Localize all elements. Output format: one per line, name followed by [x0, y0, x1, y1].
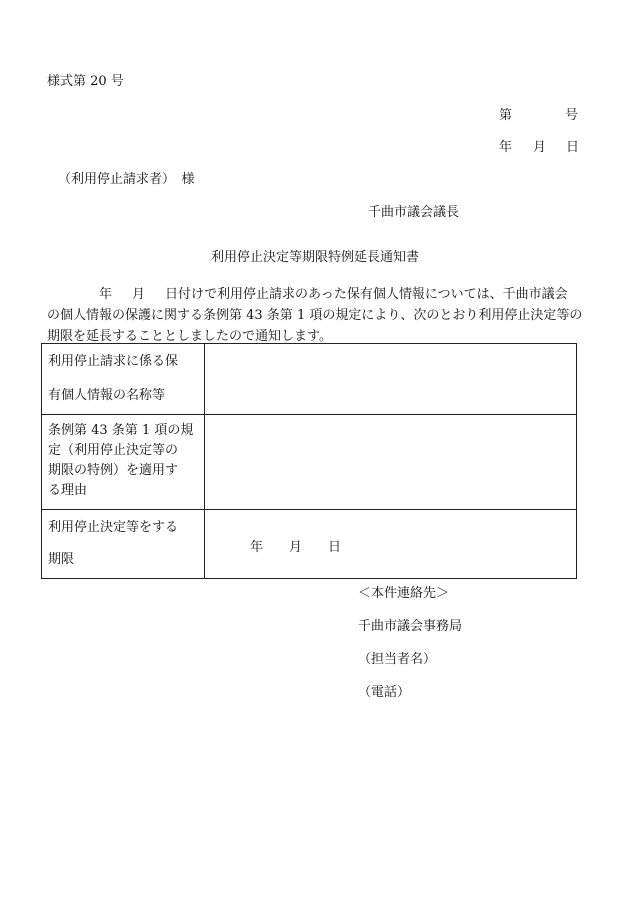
addressee: （利用停止請求者） 様	[58, 172, 195, 187]
table-label-cell	[42, 510, 205, 579]
contact-block	[358, 577, 462, 709]
row2-value-cell	[205, 415, 577, 510]
table-row	[42, 344, 577, 415]
row1-value-cell	[205, 344, 577, 415]
body-line-1	[47, 284, 582, 305]
date-month-label: 月	[533, 140, 547, 155]
body-line-2: の個人情報の保護に関する条例第 43 条第 1 項の規定により、次のとおり利用停止決定等の	[47, 308, 583, 323]
table-label-cell	[42, 344, 205, 415]
row2-label-line-1: 条例第 43 条第 1 項の規	[48, 423, 194, 438]
deadline-date: 年 月 日	[250, 540, 342, 555]
body-paragraph	[47, 284, 582, 347]
row2-label-line-3: 期限の特例）を適用す	[48, 463, 179, 478]
body-line-3: 期限を延長することとしましたので通知します。	[47, 329, 332, 344]
sender-title: 千曲市議会議長	[368, 205, 460, 220]
body-year-label: 年	[99, 287, 113, 302]
form-number: 様式第 20 号	[47, 74, 124, 89]
body-month-label: 月	[132, 287, 146, 302]
date-year-label: 年	[499, 140, 513, 155]
table-row	[42, 415, 577, 510]
table-label-cell	[42, 415, 205, 510]
row2-label-line-4: る理由	[48, 483, 88, 498]
document-number-prefix: 第	[499, 108, 513, 123]
table-row	[42, 510, 577, 579]
contact-office: 千曲市議会事務局	[358, 619, 463, 634]
row3-label-line-1: 利用停止決定等をする	[48, 520, 179, 535]
row3-value-cell	[205, 510, 577, 579]
row2-label-line-2: 定（利用停止決定等の	[48, 443, 179, 458]
contact-person: （担当者名）	[358, 652, 437, 667]
document-title: 利用停止決定等期限特例延長通知書	[210, 250, 419, 265]
row1-label-line-2: 有個人情報の名称等	[48, 388, 166, 403]
contact-phone: （電話）	[358, 685, 411, 700]
info-table	[41, 343, 577, 579]
contact-heading: ＜本件連絡先＞	[358, 586, 450, 601]
document-number-suffix: 号	[565, 108, 579, 123]
row1-label-line-1: 利用停止請求に係る保	[48, 354, 179, 369]
row3-label-line-2: 期限	[48, 552, 75, 567]
date-day-label: 日	[566, 140, 580, 155]
body-line-1-text: 日付けで利用停止請求のあった保有個人情報については、千曲市議会	[165, 287, 568, 302]
